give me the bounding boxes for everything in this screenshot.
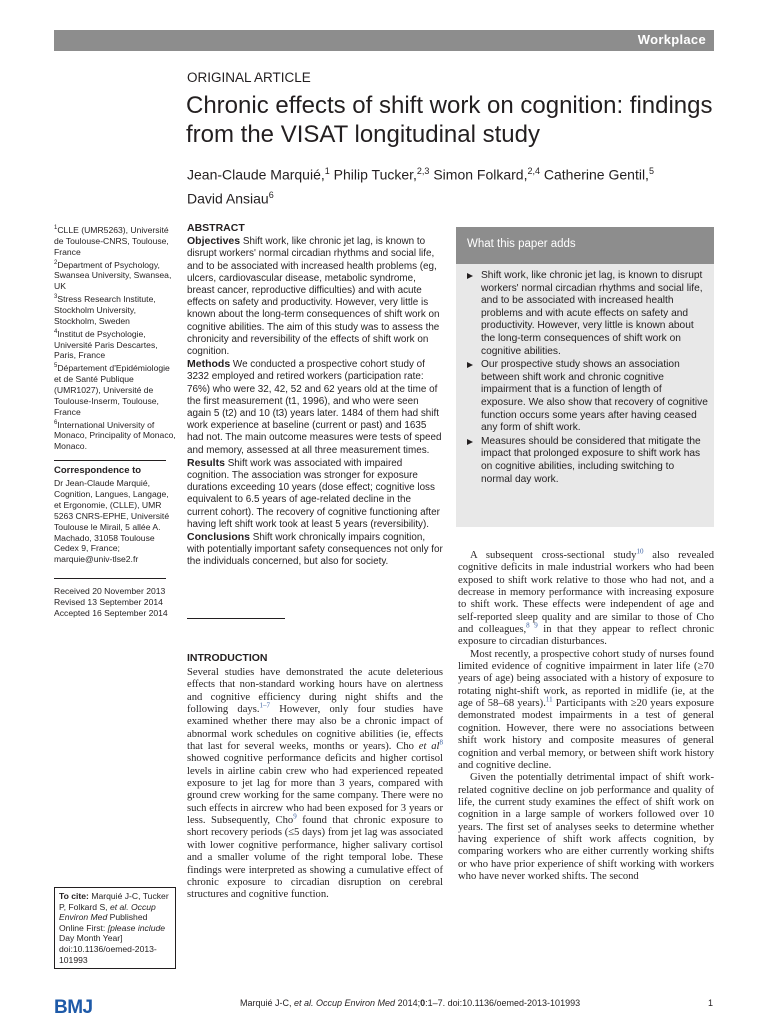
affiliation: $^1$CLLE (UMR5263), Université de Toulouse-CNRS, Toulouse, France bbox=[54, 224, 169, 257]
box-list bbox=[464, 270, 708, 487]
author-affil-ref: 5 bbox=[648, 166, 654, 176]
article-type: ORIGINAL ARTICLE bbox=[187, 70, 311, 85]
author-affil-ref: 2,4 bbox=[527, 166, 540, 176]
list-item: Shift work, like chronic jet lag, is known to disrupt workers' normal circadian rhythms and social life, and to be associated with increased health problems and with acute effects on safety and productivity. However, very little is known about the long-term consequences of shift work on cognitive abilities. bbox=[464, 270, 708, 358]
author-name: Jean-Claude Marquié, bbox=[187, 166, 325, 183]
abstract-results: Results Shift work was associated with impaired cognition. The association was stronger for exposure durations exceeding 10 years (dose effect; cognitive loss equivalent to 6.5 years of age-related decline in the current cohort). The recovery of cognitive functioning after having left shift work took at least 5 years (reversibility). bbox=[187, 456, 440, 530]
bmj-logo: BMJ bbox=[54, 997, 93, 1018]
author-list bbox=[187, 161, 687, 208]
author-name: Simon Folkard, bbox=[433, 166, 528, 183]
triangle-bullet-icon bbox=[467, 273, 473, 279]
what-this-paper-adds-box bbox=[456, 227, 714, 527]
affiliation: $^2$Department of Psychology, Swansea University, Swansea, UK bbox=[54, 259, 172, 292]
author-name: Philip Tucker, bbox=[333, 166, 417, 183]
right-column-body bbox=[458, 547, 715, 883]
abstract-conclusions: Conclusions Shift work chronically impairs cognition, with potentially important safety consequences not only for the individuals concerned, but also for society. bbox=[187, 531, 443, 568]
article-title: Chronic effects of shift work on cognition: findings from the VISAT longitudinal study bbox=[186, 92, 713, 148]
author-affil-ref: 6 bbox=[268, 189, 274, 200]
triangle-bullet-icon bbox=[467, 439, 473, 445]
box-header: What this paper adds bbox=[456, 227, 714, 264]
section-header-bar bbox=[54, 30, 714, 51]
divider bbox=[54, 460, 166, 461]
affiliation: $^5$Département d'Epidémiologie et de Santé Publique (UMR1027), Université de Toulouse-Inserm, Toulouse, France bbox=[54, 363, 170, 417]
author-affil-ref: 1 bbox=[324, 166, 330, 176]
reference-link[interactable]: 9 bbox=[293, 812, 297, 821]
divider bbox=[54, 578, 166, 579]
introduction-body bbox=[187, 667, 443, 902]
author-name: Catherine Gentil, bbox=[543, 166, 649, 183]
reference-link[interactable]: 8 9 bbox=[526, 621, 538, 630]
revised-date: Revised 13 September 2014 bbox=[54, 596, 163, 607]
correspondence-text: Dr Jean-Claude Marquié, Cognition, Langues, Langage, et Ergonomie, (CLLE), UMR 5263 CNRS-EPHE, Université Toulouse le Mirail, 5 allée A. Machado, 31058 Toulouse Cedex 9, France; marquie@univ-tlse2.fr bbox=[54, 478, 170, 565]
author-name: David Ansiau bbox=[187, 190, 269, 207]
list-item: Our prospective study shows an association between shift work and chronic cognitive impairment that is a function of length of exposure. We also show that recovery of cognitive function occurs some years after having ceased any form of shift work. bbox=[464, 359, 708, 435]
reference-link[interactable]: 10 bbox=[636, 547, 644, 556]
affiliation: $^4$Institut de Psychologie, Université Paris Descartes, Paris, France bbox=[54, 328, 158, 361]
abstract bbox=[187, 222, 443, 569]
divider bbox=[187, 618, 285, 619]
paragraph: Given the potentially detrimental impact of shift work-related cognitive decline on job performance and quality of life, the current study examines the effect of shift work on cognition in a large sample of workers followed over 10 years. The first set of analyses seeks to determine whether having experience of shift work affects cognition, by comparing workers who are either currently working shifts or who have prior experience of shift working with workers who have never worked shifts. The second bbox=[458, 772, 714, 882]
abstract-heading: ABSTRACT bbox=[187, 222, 245, 234]
introduction-heading: INTRODUCTION bbox=[187, 652, 268, 664]
paragraph: A subsequent cross-sectional study$^{10}$ also revealed cognitive deficits in male industrial workers who had been exposed to shift work relative to those who had not, and a decrease in memory performance with increasing exposure to shift work. These effects were independent of age and self-reported sleep quality and are similar to those of Cho and colleagues,$^{8 9}$ in that they appear to reflect chronic exposure to circadian disturbances. bbox=[458, 547, 715, 648]
reference-link[interactable]: 1–7 bbox=[259, 701, 270, 710]
section-label: Workplace bbox=[637, 32, 706, 47]
affiliations bbox=[54, 223, 178, 452]
abstract-methods: Methods We conducted a prospective cohort study of 3232 employed and retired workers (participation rate: 76%) who were 32, 42, 52 and 62 years old at the time of the first measurement (t1, 1996), and who were seen again 5 (t2) and 10 (t3) years later. 1484 of them had shift work experience at baseline (current or past) and 1635 had not. The main outcome measures were tests of speed and memory, assessed at all three measurement times. bbox=[187, 358, 442, 456]
triangle-bullet-icon bbox=[467, 362, 473, 368]
correspondence-title: Correspondence to bbox=[54, 465, 142, 476]
reference-link[interactable]: 8 bbox=[439, 738, 443, 747]
accepted-date: Accepted 16 September 2014 bbox=[54, 607, 168, 618]
reference-link[interactable]: 11 bbox=[545, 695, 553, 704]
footer-citation: Marquié J-C, et al. Occup Environ Med 2014;0:1–7. doi:10.1136/oemed-2013-101993 bbox=[240, 998, 581, 1008]
author-affil-ref: 2,3 bbox=[416, 166, 430, 176]
affiliation: $^3$Stress Research Institute, Stockholm University, Stockholm, Sweden bbox=[54, 294, 156, 326]
page-number: 1 bbox=[708, 998, 714, 1008]
list-item: Measures should be considered that mitigate the impact that prolonged exposure to shift work has on cognitive abilities, including switching to normal day work. bbox=[464, 436, 708, 486]
paragraph: Several studies have demonstrated the acute deleterious effects that non-standard working hours have on alertness and cognitive efficiency during night shifts and the following days.$^{1-7}$ However, only four studies have examined whether there may also be a chronic impact of abnormal work schedules on cognitive abilities (ie, effects that last for several weeks, months or years). Cho et $al^8$ showed cognitive performance deficits and higher cortisol levels in airline cabin crew who had experienced repeated exposure to jet lag for more than 3 years, compared with ground crew working for the same company. There were no such effects in aircrew who had been exposed for 3 years or less. Subsequently, Cho$^9$ found that chronic exposure to short recovery periods (≤5 days) from jet lag was associated with lower cognitive performance, higher salivary cortisol and a smaller volume of the right temporal lobe. These findings were interpreted as showing a cumulative effect of chronic exposure to circadian disruption on cerebral structures and cognitive function. bbox=[187, 667, 443, 901]
citation-box: To cite: Marquié J-C, Tucker P, Folkard S, et al. Occup Environ Med Published Online First: [please include Day Month Year] doi:10.1136/oemed-2013-101993 bbox=[54, 887, 176, 969]
affiliation: $^6$International University of Monaco, Principality of Monaco, Monaco. bbox=[54, 419, 176, 452]
received-date: Received 20 November 2013 bbox=[54, 586, 166, 596]
paragraph: Most recently, a prospective cohort study of nurses found limited evidence of cognitive impairment in later life (≥70 years of age) being associated with a history of exposure to rotating night-shift work, as reported in midlife (ie, at the age of 58–68 years).$^{11}$ Participants with ≥20 years exposure demonstrated modest impairments in a test of general cognition. However, there were no associations between shift work history and composite measures of general cognition and verbal memory, or between shift work history and cognitive decline. bbox=[458, 648, 715, 771]
abstract-objectives: Objectives Shift work, like chronic jet lag, is known to disrupt workers' normal circadian rhythms and social life, and to be associated with increased health problems (eg, ulcers, cardiovascular disease, metabolic syndrome, breast cancer, reproductive difficulties) and with acute effects on safety and productivity. However, very little is known about the long-term consequences of shift work on cognitive abilities. The aim of this study was to assess the chronicity and reversibility of the effects of shift work on cognition. bbox=[187, 235, 440, 358]
history-dates bbox=[54, 586, 178, 619]
